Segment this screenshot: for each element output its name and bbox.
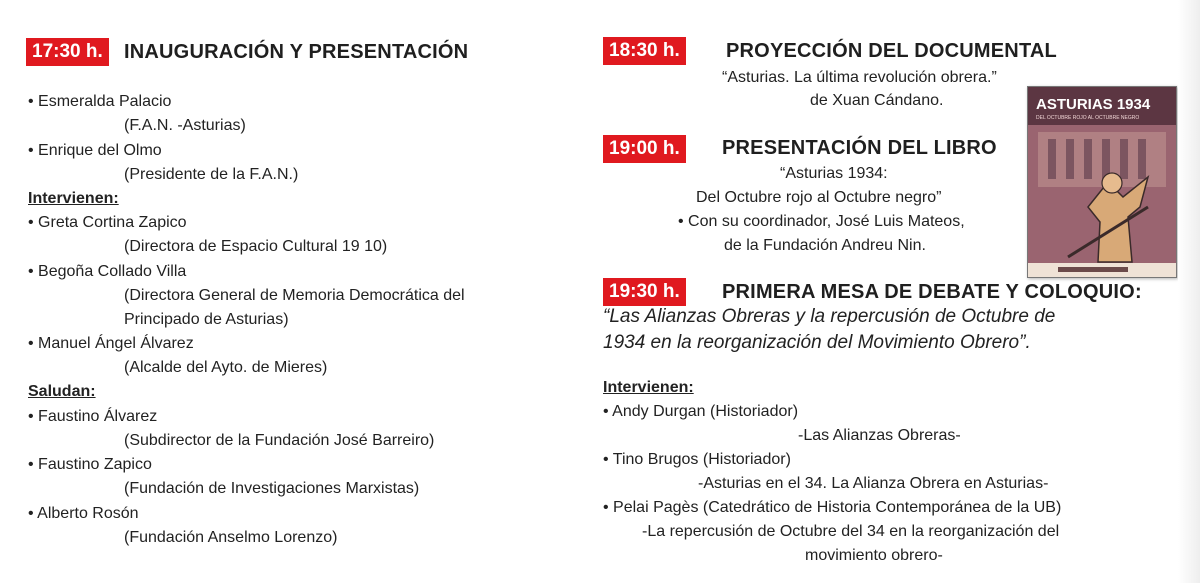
- subheading-intervienen: Intervienen:: [28, 190, 119, 207]
- list-item-detail: (Fundación de Investigaciones Marxistas): [124, 480, 420, 497]
- list-item: • Tino Brugos (Historiador): [603, 451, 791, 468]
- book-coordinator: • Con su coordinador, José Luis Mateos,: [678, 213, 965, 230]
- debate-quote-line2: 1934 en la reorganización del Movimiento Obrero”.: [603, 332, 1031, 353]
- list-item-detail: (Fundación Anselmo Lorenzo): [124, 529, 338, 546]
- list-item: • Andy Durgan (Historiador): [603, 403, 799, 420]
- list-item-detail: Principado de Asturias): [124, 311, 289, 328]
- list-item-detail: (Directora General de Memoria Democrática del: [124, 287, 465, 304]
- list-item: • Esmeralda Palacio: [28, 93, 172, 110]
- list-item-detail: -Las Alianzas Obreras-: [798, 427, 961, 444]
- time-badge-1900: 19:00 h.: [603, 135, 686, 163]
- list-item: • Faustino Zapico: [28, 456, 152, 473]
- list-item-detail: (F.A.N. -Asturias): [124, 117, 246, 134]
- list-item: • Greta Cortina Zapico: [28, 214, 187, 231]
- list-item-detail: -Asturias en el 34. La Alianza Obrera en Asturias-: [698, 475, 1049, 492]
- section-title-presentacion-libro: PRESENTACIÓN DEL LIBRO: [722, 137, 997, 159]
- list-item: • Faustino Álvarez: [28, 408, 158, 425]
- time-badge-1730: 17:30 h.: [26, 38, 109, 66]
- page-edge-decoration: [1178, 0, 1200, 583]
- list-item: • Manuel Ángel Álvarez: [28, 335, 194, 352]
- list-item-detail: (Directora de Espacio Cultural 19 10): [124, 238, 388, 255]
- book-cover-image: [1027, 86, 1177, 278]
- list-item-detail: (Subdirector de la Fundación José Barreiro): [124, 432, 435, 449]
- list-item: • Pelai Pagès (Catedrático de Historia Contemporánea de la UB): [603, 499, 1062, 516]
- section-title-proyeccion: PROYECCIÓN DEL DOCUMENTAL: [726, 40, 1057, 62]
- list-item: • Begoña Collado Villa: [28, 263, 187, 280]
- book-foundation: de la Fundación Andreu Nin.: [724, 237, 926, 254]
- list-item-detail: -La repercusión de Octubre del 34 en la reorganización del: [642, 523, 1060, 540]
- book-cover-illustration: [1028, 87, 1176, 277]
- book-cover-title: ASTURIAS 1934: [1036, 96, 1151, 113]
- subheading-intervienen-debate: Intervienen:: [603, 379, 694, 396]
- book-title-line1: “Asturias 1934:: [780, 165, 888, 182]
- list-item-detail: (Alcalde del Ayto. de Mieres): [124, 359, 328, 376]
- list-item-detail: movimiento obrero-: [805, 547, 943, 564]
- time-badge-1930: 19:30 h.: [603, 278, 686, 306]
- list-item: • Enrique del Olmo: [28, 142, 162, 159]
- book-cover-subtitle: DEL OCTUBRE ROJO AL OCTUBRE NEGRO: [1036, 115, 1140, 121]
- documental-author: de Xuan Cándano.: [810, 92, 944, 109]
- list-item-detail: (Presidente de la F.A.N.): [124, 166, 299, 183]
- documental-title: “Asturias. La última revolución obrera.”: [722, 69, 997, 86]
- debate-quote-line1: “Las Alianzas Obreras y la repercusión de Octubre de: [603, 306, 1056, 327]
- list-item: • Alberto Rosón: [28, 505, 139, 522]
- book-title-line2: Del Octubre rojo al Octubre negro”: [696, 189, 942, 206]
- section-title-mesa-debate: PRIMERA MESA DE DEBATE Y COLOQUIO:: [722, 281, 1142, 303]
- subheading-saludan: Saludan:: [28, 383, 96, 400]
- time-badge-1830: 18:30 h.: [603, 37, 686, 65]
- section-title-inauguracion: INAUGURACIÓN Y PRESENTACIÓN: [124, 41, 469, 63]
